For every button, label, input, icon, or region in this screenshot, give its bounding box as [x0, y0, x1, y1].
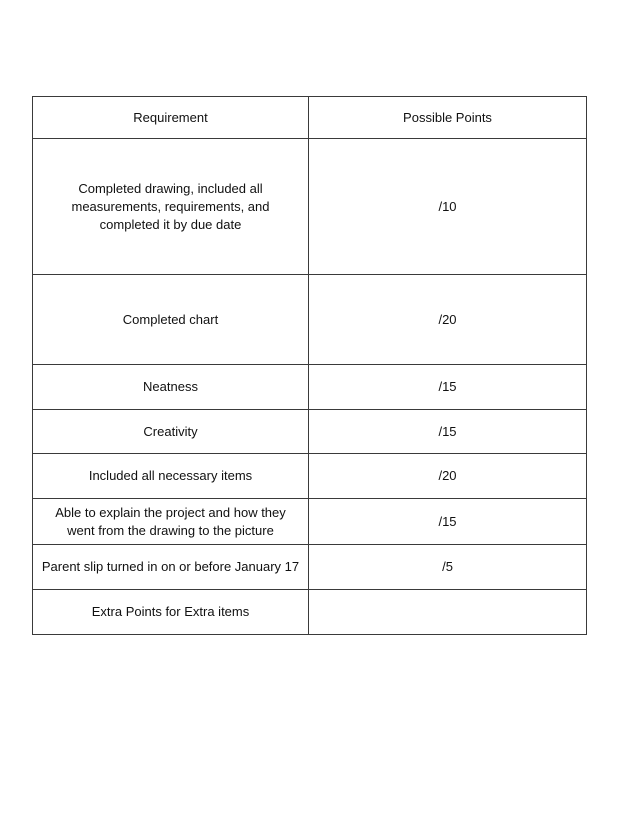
requirement-cell: Neatness	[33, 365, 309, 410]
table-row	[33, 499, 587, 545]
table-row	[33, 275, 587, 365]
header-possible-points: Possible Points	[309, 97, 587, 139]
requirement-cell: Creativity	[33, 410, 309, 454]
points-cell: /15	[309, 410, 587, 454]
points-cell: /10	[309, 139, 587, 275]
table-row	[33, 590, 587, 635]
points-cell: /20	[309, 454, 587, 499]
requirement-cell: Extra Points for Extra items	[33, 590, 309, 635]
requirement-cell: Included all necessary items	[33, 454, 309, 499]
points-cell: /15	[309, 365, 587, 410]
points-cell: /20	[309, 275, 587, 365]
table-header-row	[33, 97, 587, 139]
table-row	[33, 365, 587, 410]
table-row	[33, 139, 587, 275]
rubric-table	[32, 96, 587, 635]
requirement-cell: Able to explain the project and how they went from the drawing to the picture	[33, 499, 309, 545]
requirement-cell: Completed drawing, included all measurements, requirements, and completed it by due date	[33, 139, 309, 275]
points-cell: /5	[309, 545, 587, 590]
points-cell: /15	[309, 499, 587, 545]
table-row	[33, 410, 587, 454]
header-requirement: Requirement	[33, 97, 309, 139]
table-row	[33, 545, 587, 590]
points-cell	[309, 590, 587, 635]
table-row	[33, 454, 587, 499]
requirement-cell: Parent slip turned in on or before January 17	[33, 545, 309, 590]
requirement-cell: Completed chart	[33, 275, 309, 365]
